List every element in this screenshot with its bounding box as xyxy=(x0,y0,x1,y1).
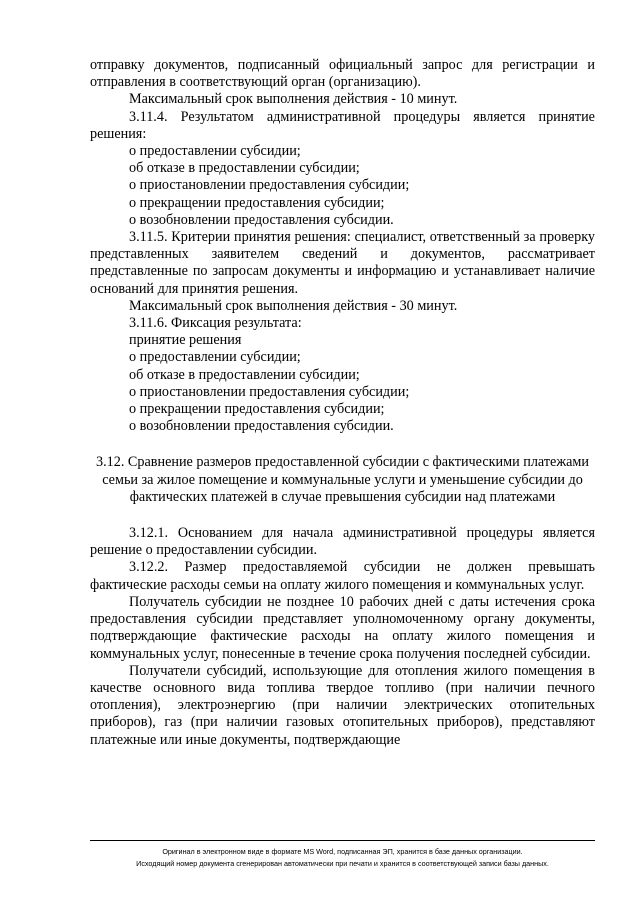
list-item: о предоставлении субсидии; xyxy=(129,143,301,160)
list-item: о приостановлении предоставления субсидии; xyxy=(129,383,410,400)
decision-list xyxy=(90,143,595,229)
section-heading-3-12: 3.12. Сравнение размеров предоставленной субсидии с фактическими платежами семьи за жилое помещение и коммунальные услуги и уменьшение субсидии до фактических платежей в случае превышения субсидии над платежами xyxy=(96,454,589,505)
paragraph-continuation: отправку документов, подписанный официальный запрос для регистрации и отправления в соответствующий орган (организацию). xyxy=(90,57,595,91)
document-page xyxy=(90,57,595,749)
paragraph-3-11-5: 3.11.5. Критерии принятия решения: специалист, ответственный за проверку представленных заявителем сведений и документов, рассматривает представленные по запросам документы и информацию и устанавливает наличие оснований для принятия решения. xyxy=(90,229,595,297)
paragraph-3-11-4: 3.11.4. Результатом административной процедуры является принятие решения: xyxy=(90,108,595,142)
paragraph-max-time-10: Максимальный срок выполнения действия - 10 минут. xyxy=(129,91,458,108)
paragraph-recipient-deadline: Получатель субсидии не позднее 10 рабочих дней с даты истечения срока предоставления субсидии представляет уполномоченному органу документы, подтверждающие фактические расходы на оплату жилого помещения и коммунальных услуг, понесенные в течение срока получения последней субсидии. xyxy=(90,593,595,662)
page-footer xyxy=(90,846,595,869)
paragraph-max-time-30: Максимальный срок выполнения действия - 30 минут. xyxy=(129,297,458,314)
list-item: об отказе в предоставлении субсидии; xyxy=(129,160,360,177)
result-list xyxy=(90,332,595,435)
list-item: о прекращении предоставления субсидии; xyxy=(129,194,385,211)
list-item: принятие решения xyxy=(129,332,242,349)
list-item: о возобновлении предоставления субсидии. xyxy=(129,418,394,435)
paragraph-3-12-1: 3.12.1. Основанием для начала административной процедуры является решение о предоставлении субсидии. xyxy=(90,525,595,559)
list-item: об отказе в предоставлении субсидии; xyxy=(129,366,360,383)
list-item: о приостановлении предоставления субсидии; xyxy=(129,177,410,194)
list-item: о возобновлении предоставления субсидии. xyxy=(129,211,394,228)
paragraph-heating-documents: Получатели субсидий, использующие для отопления жилого помещения в качестве основного вида топлива твердое топливо (при наличии печного отопления), электроэнергию (при наличии электрических отопительных приборов), газ (при наличии газовых отопительных приборов), представляют платежные или иные документы, подтверждающие xyxy=(90,662,595,748)
paragraph-3-12-2: 3.12.2. Размер предоставляемой субсидии не должен превышать фактические расходы семьи на оплату жилого помещения и коммунальных услуг. xyxy=(90,559,595,593)
list-item: о предоставлении субсидии; xyxy=(129,349,301,366)
footer-line-original: Оригинал в электронном виде в формате MS Word, подписанная ЭП, хранится в базе данных организации. xyxy=(162,847,523,856)
footer-divider xyxy=(90,840,595,841)
footer-line-number: Исходящий номер документа сгенерирован автоматически при печати и хранится в соответствующей записи базы данных. xyxy=(136,858,549,868)
paragraph-3-11-6: 3.11.6. Фиксация результата: xyxy=(129,315,302,332)
list-item: о прекращении предоставления субсидии; xyxy=(129,401,385,418)
